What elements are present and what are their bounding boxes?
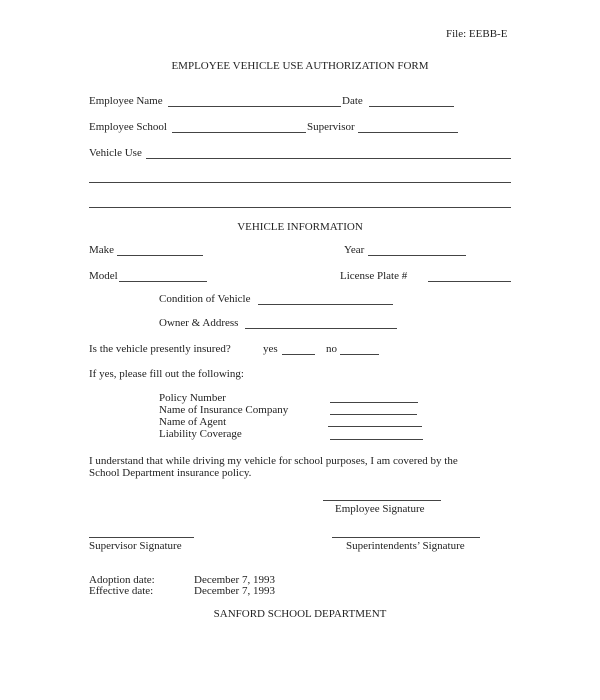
file-id: File: EEBB-E (446, 28, 508, 40)
supervisor-signature-label: Supervisor Signature (89, 540, 182, 552)
make-field[interactable] (117, 255, 203, 256)
date-field[interactable] (369, 106, 454, 107)
agent-label: Name of Agent (159, 416, 227, 428)
policy-number-label: Policy Number (159, 392, 226, 404)
vehicle-use-line-2[interactable] (89, 182, 511, 183)
policy-number-field[interactable] (330, 402, 418, 403)
agent-field[interactable] (328, 426, 422, 427)
insurance-company-field[interactable] (330, 414, 417, 415)
owner-address-field[interactable] (245, 328, 397, 329)
supervisor-field[interactable] (358, 132, 458, 133)
owner-address-label: Owner & Address (159, 317, 239, 329)
footer-department: SANFORD SCHOOL DEPARTMENT (213, 608, 387, 620)
superintendent-signature-label: Superintendents’ Signature (346, 540, 465, 552)
form-title: EMPLOYEE VEHICLE USE AUTHORIZATION FORM (171, 60, 429, 72)
vehicle-use-field[interactable] (146, 158, 511, 159)
statement-line-1: I understand that while driving my vehicle for school purposes, I am covered by the (89, 455, 458, 467)
liability-label: Liability Coverage (159, 428, 242, 440)
date-label: Date (342, 95, 363, 107)
license-plate-label: License Plate # (340, 270, 408, 282)
employee-signature-label: Employee Signature (335, 503, 425, 515)
model-label: Model (89, 270, 118, 282)
vehicle-info-heading: VEHICLE INFORMATION (237, 221, 363, 233)
no-label: no (326, 343, 337, 355)
insurance-company-label: Name of Insurance Company (159, 404, 289, 416)
year-label: Year (344, 244, 365, 256)
employee-name-label: Employee Name (89, 95, 163, 107)
make-label: Make (89, 244, 115, 256)
employee-name-field[interactable] (168, 106, 341, 107)
employee-school-label: Employee School (89, 121, 167, 133)
license-plate-field[interactable] (428, 281, 511, 282)
condition-label: Condition of Vehicle (159, 293, 251, 305)
supervisor-label: Supervisor (307, 121, 355, 133)
year-field[interactable] (368, 255, 466, 256)
insured-question: Is the vehicle presently insured? (89, 343, 231, 355)
effective-date-label: Effective date: (89, 585, 154, 597)
employee-signature-line[interactable] (323, 500, 441, 501)
vehicle-use-line-3[interactable] (89, 207, 511, 208)
liability-field[interactable] (330, 439, 423, 440)
no-field[interactable] (340, 354, 379, 355)
employee-school-field[interactable] (172, 132, 306, 133)
effective-date-value: December 7, 1993 (194, 585, 275, 597)
adoption-date-value: December 7, 1993 (194, 574, 275, 586)
condition-field[interactable] (258, 304, 393, 305)
superintendent-signature-line[interactable] (332, 537, 480, 538)
if-yes-text: If yes, please fill out the following: (89, 368, 244, 380)
model-field[interactable] (119, 281, 207, 282)
vehicle-use-label: Vehicle Use (89, 147, 142, 159)
adoption-date-label: Adoption date: (89, 574, 155, 586)
yes-field[interactable] (282, 354, 315, 355)
supervisor-signature-line[interactable] (89, 537, 194, 538)
yes-label: yes (263, 343, 278, 355)
statement-line-2: School Department insurance policy. (89, 467, 252, 479)
